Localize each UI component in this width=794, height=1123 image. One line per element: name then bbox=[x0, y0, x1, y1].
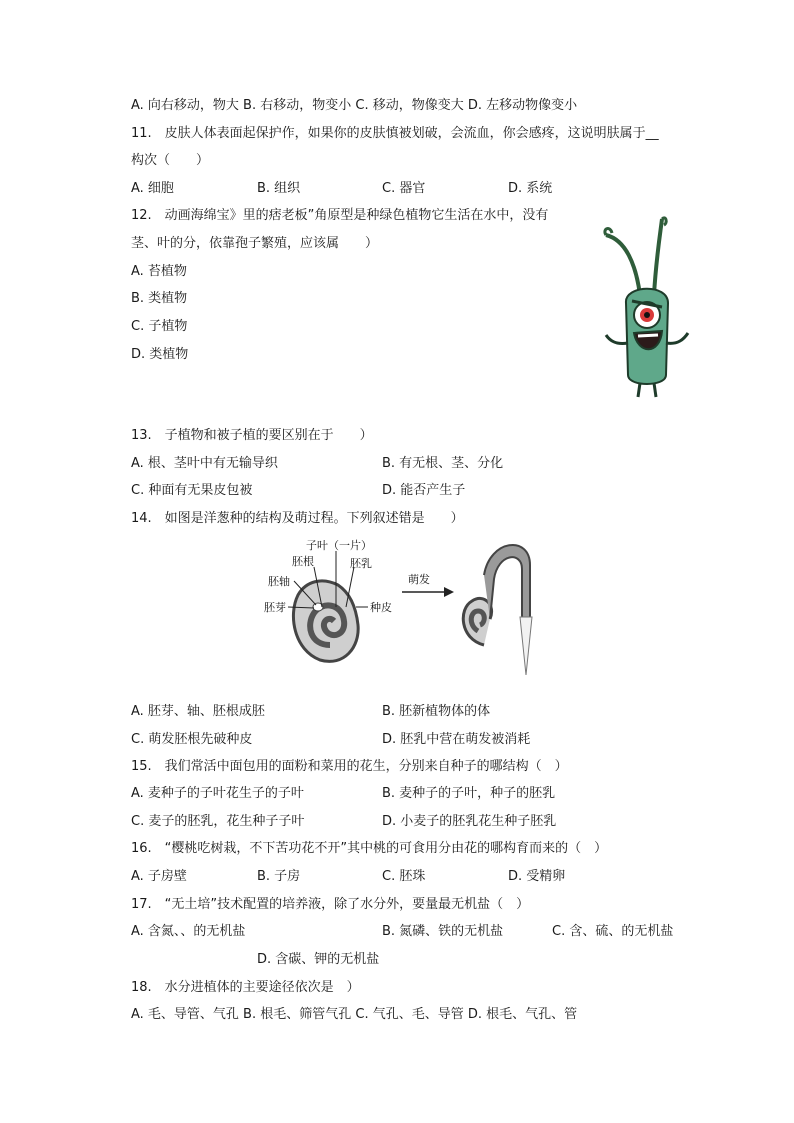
q13-option-c: C. 种面有无果皮包被 bbox=[131, 483, 253, 498]
q11-stem-line1: 11. 皮肤人体表面起保护作，如果你的皮肤慎被划破，会流血，你会感疼，这说明肤属于__ bbox=[131, 126, 659, 141]
q14-option-c: C. 萌发胚根先破种皮 bbox=[131, 732, 253, 747]
q15-option-a: A. 麦种子的子叶花生子的子叶 bbox=[131, 786, 304, 801]
q17-option-a: A. 含氮、、的无机盐 bbox=[131, 924, 246, 939]
label-plumule: 胚芽 bbox=[264, 601, 286, 614]
q12-option-c: C. 子植物 bbox=[131, 319, 188, 334]
label-hypocotyl: 胚轴 bbox=[268, 575, 290, 588]
q11-option-b: B. 组织 bbox=[257, 181, 301, 196]
q12-stem-line2: 茎、叶的分，依靠孢子繁殖，应该属 ） bbox=[131, 236, 379, 251]
plankton-illustration bbox=[596, 215, 706, 400]
q15-option-d: D. 小麦子的胚乳花生种子胚乳 bbox=[382, 814, 557, 829]
q11-option-d: D. 系统 bbox=[508, 181, 553, 196]
q11-option-c: C. 器官 bbox=[382, 181, 426, 196]
q11-option-a: A. 细胞 bbox=[131, 181, 174, 196]
q10-options: A. 向右移动，物大 B. 右移动，物变小 C. 移动，物像变大 D. 左移动物像变小 bbox=[131, 98, 578, 113]
label-radicle: 胚根 bbox=[292, 555, 314, 568]
q12-option-a: A. 苔植物 bbox=[131, 264, 187, 279]
q13-option-d: D. 能否产生子 bbox=[382, 483, 466, 498]
q13-option-a: A. 根、茎叶中有无输导织 bbox=[131, 456, 278, 471]
q12-option-d: D. 类植物 bbox=[131, 347, 189, 362]
q18-stem: 18. 水分进植体的主要途径依次是 ） bbox=[131, 980, 360, 995]
q14-stem: 14. 如图是洋葱种的结构及萌过程。下列叙述错是 ） bbox=[131, 511, 464, 526]
q17-option-c: C. 含、硫、的无机盐 bbox=[552, 924, 674, 939]
label-germinate: 萌发 bbox=[408, 573, 430, 586]
q14-option-b: B. 胚新植物体的体 bbox=[382, 704, 491, 719]
q11-stem-line2: 构次（ ） bbox=[131, 153, 210, 168]
q16-option-d: D. 受精卵 bbox=[508, 869, 566, 884]
q18-options: A. 毛、导管、气孔 B. 根毛、筛管气孔 C. 气孔、毛、导管 D. 根毛、气孔、管 bbox=[131, 1007, 578, 1022]
label-endosperm: 胚乳 bbox=[350, 557, 372, 570]
q12-option-b: B. 类植物 bbox=[131, 291, 188, 306]
q17-option-d: D. 含碳、钾的无机盐 bbox=[257, 952, 380, 967]
label-cotyledon: 子叶（一片） bbox=[306, 539, 372, 552]
q13-stem: 13. 子植物和被子植的要区别在于 ） bbox=[131, 428, 373, 443]
q16-option-b: B. 子房 bbox=[257, 869, 301, 884]
q16-stem: 16. “樱桃吃树栽，不下苦功花不开”其中桃的可食用分由花的哪构育而来的（ ） bbox=[131, 841, 608, 856]
q16-option-c: C. 胚珠 bbox=[382, 869, 426, 884]
q15-option-c: C. 麦子的胚乳，花生种子子叶 bbox=[131, 814, 305, 829]
q13-option-b: B. 有无根、茎、分化 bbox=[382, 456, 504, 471]
q17-option-b: B. 氮磷、铁的无机盐 bbox=[382, 924, 504, 939]
q15-stem: 15. 我们常活中面包用的面粉和菜用的花生，分别来自种子的哪结构（ ） bbox=[131, 759, 568, 774]
q12-stem-line1: 12. 动画海绵宝》里的痞老板”角原型是种绿色植物它生活在水中，没有 bbox=[131, 208, 549, 223]
q15-option-b: B. 麦种子的子叶，种子的胚乳 bbox=[382, 786, 556, 801]
onion-seed-diagram bbox=[258, 535, 558, 680]
label-seed-coat: 种皮 bbox=[370, 601, 392, 614]
q14-option-d: D. 胚乳中营在萌发被消耗 bbox=[382, 732, 531, 747]
q17-stem: 17. “无土培”技术配置的培养液，除了水分外，要量最无机盐（ ） bbox=[131, 897, 530, 912]
q16-option-a: A. 子房壁 bbox=[131, 869, 187, 884]
q14-option-a: A. 胚芽、轴、胚根成胚 bbox=[131, 704, 265, 719]
